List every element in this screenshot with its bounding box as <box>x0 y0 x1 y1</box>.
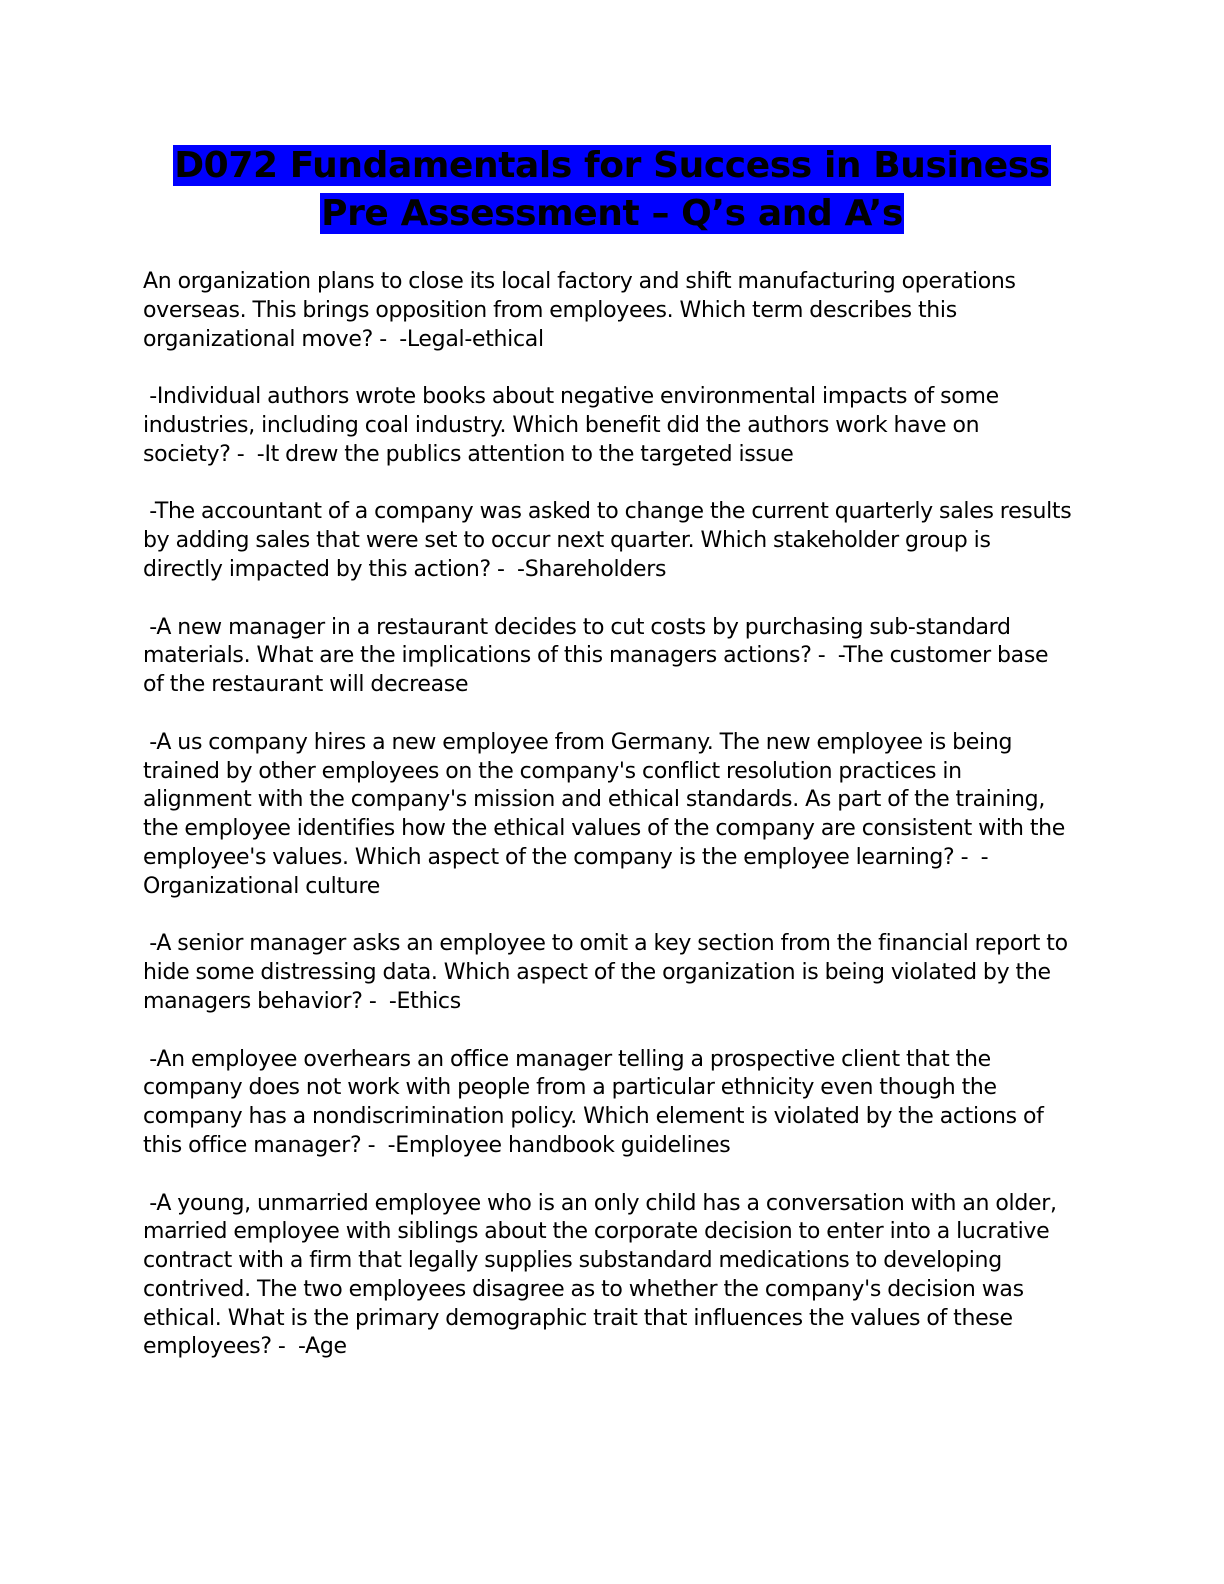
qa-item-1: An organization plans to close its local factory and shift manufacturing operations overseas. This brings opposition from employees. Which term describes this organizational move? - -Legal-ethical <box>143 269 1022 352</box>
qa-item-4: -A new manager in a restaurant decides to cut costs by purchasing sub-standard materials. What are the implications of this managers actions? - -The customer base of the restaurant will decrease <box>143 614 1055 698</box>
title-line-2-text: Pre Assessment – Q’s and A’s <box>321 193 903 234</box>
qa-item-3: -The accountant of a company was asked to change the current quarterly sales results by adding sales that were set to occur next quarter. Which stakeholder group is directly impacted by this action? - -Shareholders <box>143 499 1078 582</box>
qa-item-5: -A us company hires a new employee from Germany. The new employee is being trained by other employees on the company's conflict resolution practices in alignment with the company's mission and ethical standards. As part of the training, the employee identifies how the ethical values of the company are consistent with the employee's values. Which aspect of the company is the employee learning? - -Organizational culture <box>143 729 1072 899</box>
title-line-2 <box>0 190 1224 238</box>
qa-item-6: -A senior manager asks an employee to omit a key section from the financial report to hide some distressing data. Which aspect of the organization is being violated by the managers behavior? - -Ethics <box>143 931 1074 1014</box>
qa-list <box>143 268 1078 1391</box>
qa-item-2: -Individual authors wrote books about negative environmental impacts of some industries, including coal industry. Which benefit did the authors work have on society? - -It drew the publics attention to the targeted issue <box>143 384 1006 467</box>
document-title <box>0 142 1224 238</box>
qa-item-7: -An employee overhears an office manager telling a prospective client that the company does not work with people from a particular ethnicity even though the company has a nondiscrimination policy. Which element is violated by the actions of this office manager? - -Employee handbook guidelines <box>143 1046 1050 1158</box>
title-line-1 <box>0 142 1224 190</box>
qa-item-8: -A young, unmarried employee who is an only child has a conversation with an older, married employee with siblings about the corporate decision to enter into a lucrative contract with a firm that legally supplies substandard medications to developing contrived. The two employees disagree as to whether the company's decision was ethical. What is the primary demographic trait that influences the values of these employees? - -Age <box>143 1190 1063 1360</box>
title-line-1-text: D072 Fundamentals for Success in Business <box>174 145 1050 186</box>
